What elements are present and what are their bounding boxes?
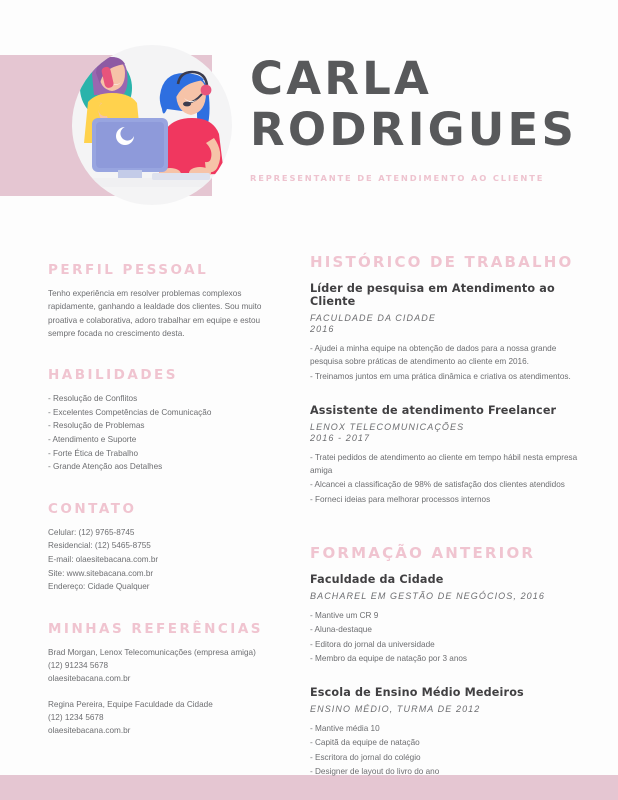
contact-phone-mobile: Celular: (12) 9765-8745 [48,527,135,537]
reference-email[interactable]: olaesitebacana.com.br [48,726,131,736]
work-date: 2016 [310,324,335,334]
reference-phone: (12) 91234 5678 [48,661,109,671]
reference-entry [48,646,276,686]
contact-phone-home: Residencial: (12) 5465-8755 [48,541,151,551]
section-title-contact: CONTATO [48,500,137,517]
list-item: - Atendimento e Suporte [48,434,137,444]
work-organization: FACULDADE DA CIDADE [310,313,436,323]
section-title-work-history: HISTÓRICO DE TRABALHO [310,253,574,271]
education-bullet-list [310,722,582,778]
list-item: - Resolução de Problemas [48,421,145,431]
education-degree: ENSINO MÉDIO, TURMA DE 2012 [310,704,481,715]
section-title-education: FORMAÇÃO ANTERIOR [310,543,536,562]
section-title-skills: HABILIDADES [48,367,178,384]
last-name: RODRIGUES [250,103,578,157]
list-item: - Designer de layout do livro do ano [310,766,440,776]
list-item: - Resolução de Conflitos [48,394,138,404]
list-item: - Forneci ideias para melhorar processos internos [310,494,491,504]
work-organization: LENOX TELECOMUNICAÇÕES [310,421,465,432]
list-item: - Editora do jornal da universidade [310,639,435,649]
list-item: - Grande Atenção aos Detalhes [48,462,163,472]
list-item: - Aluna-destaque [310,625,372,635]
list-item: - Alcancei a classificação de 98% de satisfação dos clientes atendidos [310,480,565,490]
list-item: - Capitã da equipe de natação [310,738,420,748]
work-entry [310,282,582,383]
list-item: - Treinamos juntos em uma prática dinâmica e criativa os atendimentos. [310,371,571,381]
contact-address: Endereço: Cidade Qualquer [48,582,150,592]
education-bullet-list [310,609,582,665]
work-role: Líder de pesquisa em Atendimento ao Cliente [310,282,555,308]
list-item: - Mantive um CR 9 [310,610,379,620]
list-item: - Tratei pedidos de atendimento ao cliente em tempo hábil nesta empresa amiga [310,452,578,476]
education-entry [310,686,582,778]
education-degree: BACHAREL EM GESTÃO DE NEGÓCIOS, 2016 [310,590,545,601]
contact-email[interactable]: E-mail: olaesitebacana.com.br [48,555,159,564]
reference-email[interactable]: olaesitebacana.com.br [48,674,131,684]
section-title-profile: PERFIL PESSOAL [48,262,209,278]
contact-list [48,526,276,594]
job-title: REPRESENTANTE DE ATENDIMENTO AO CLIENTE [250,173,545,184]
education-school: Escola de Ensino Médio Medeiros [310,686,524,700]
section-spacer [310,533,582,544]
header-name-block [250,52,590,183]
list-item: - Ajudei a minha equipe na obtenção de dados para a nossa grande pesquisa sobre práticas de atendimento ao cliente em 2016. [310,344,557,367]
reference-name: Brad Morgan, Lenox Telecomunicações (empresa amiga) [48,647,256,657]
work-role: Assistente de atendimento Freelancer [310,403,557,417]
section-profile [48,262,276,340]
section-work-history [310,253,582,506]
section-education [310,544,582,778]
list-item: - Excelentes Competências de Comunicação [48,407,212,417]
section-skills [48,367,276,474]
education-entry [310,573,582,665]
right-column [310,253,582,779]
reference-entry [48,698,276,738]
list-item: - Membro da equipe de natação por 3 anos [310,653,468,663]
reference-phone: (12) 1234 5678 [48,712,104,722]
profile-text: Tenho experiência em resolver problemas complexos rapidamente, ganhando a lealdade dos clientes. Sou muito proativa e colaborativa, adoro trabalhar em equipe e estou sempre focada no crescimento desta. [48,289,262,338]
skills-list [48,392,276,474]
list-item: - Forte Ética de Trabalho [48,448,139,458]
work-date: 2016 - 2017 [310,432,371,443]
section-contact [48,501,276,594]
contact-website[interactable]: Site: www.sitebacana.com.br [48,568,154,578]
list-item: - Mantive média 10 [310,724,380,734]
section-references [48,621,276,738]
section-title-references: MINHAS REFERÊNCIAS [48,620,264,637]
customer-service-women-illustration [48,40,244,210]
list-item: - Escritora do jornal do colégio [310,752,421,762]
work-bullet-list [310,451,582,506]
work-bullet-list [310,342,582,383]
education-school: Faculdade da Cidade [310,572,444,586]
work-entry [310,404,582,506]
first-name: CARLA [250,52,433,105]
left-column [48,262,276,738]
reference-name: Regina Pereira, Equipe Faculdade da Cidade [48,699,213,709]
